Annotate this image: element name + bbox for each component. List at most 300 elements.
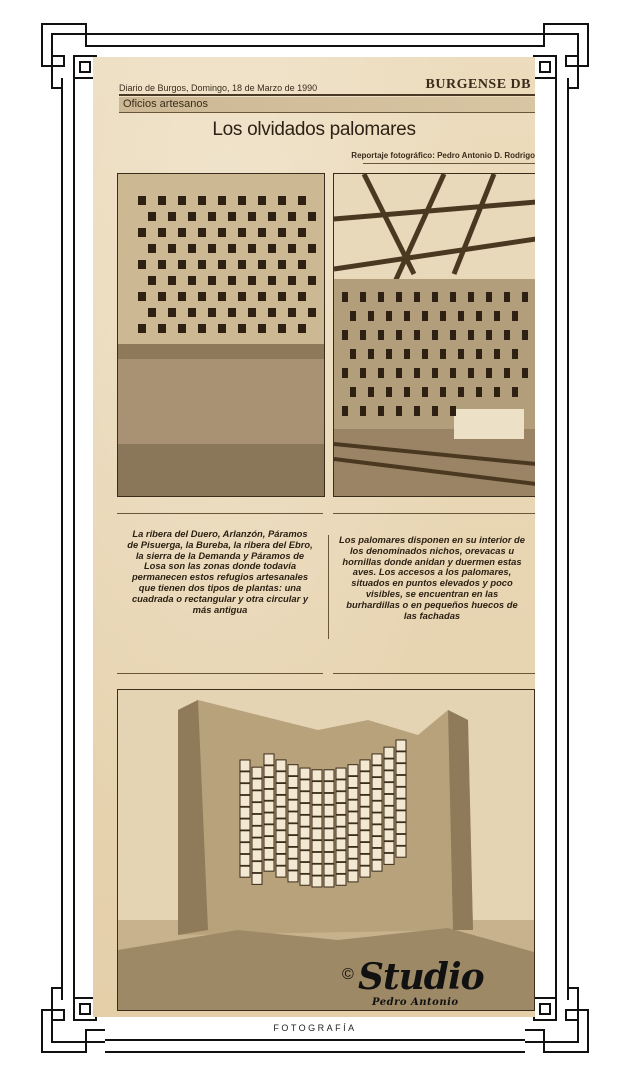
niche-hole	[468, 292, 474, 302]
niche-hole	[228, 276, 236, 285]
niche-hole	[268, 244, 276, 253]
niche-hole	[248, 276, 256, 285]
lattice-niche	[288, 776, 298, 787]
niche-hole	[308, 244, 316, 253]
niche-hole	[138, 260, 146, 269]
lattice-niche	[384, 853, 394, 864]
lattice-niche	[348, 800, 358, 811]
logo-wordmark: Studio	[358, 956, 484, 998]
headline: Los olvidados palomares	[212, 119, 416, 140]
niche-hole	[414, 330, 420, 340]
lattice-niche	[348, 812, 358, 823]
niche-hole	[278, 228, 286, 237]
niche-hole	[308, 212, 316, 221]
lattice-niche	[372, 848, 382, 859]
lattice-niche	[360, 831, 370, 842]
lattice-niche	[276, 772, 286, 783]
lattice-niche	[384, 818, 394, 829]
lattice-niche	[300, 780, 310, 791]
lattice-niche	[372, 789, 382, 800]
niche-hole	[396, 330, 402, 340]
niche-hole	[258, 196, 266, 205]
lattice-niche	[288, 765, 298, 776]
lattice-niche	[252, 779, 262, 790]
niche-hole	[494, 349, 500, 359]
lattice-niche	[348, 835, 358, 846]
niche-hole	[486, 330, 492, 340]
lattice-niche	[288, 824, 298, 835]
niche-hole	[378, 406, 384, 416]
lattice-niche	[384, 794, 394, 805]
niche-hole	[218, 324, 226, 333]
niche-hole	[450, 368, 456, 378]
niche-hole	[188, 244, 196, 253]
niche-hole	[278, 324, 286, 333]
niche-hole	[432, 406, 438, 416]
lattice-niche	[360, 783, 370, 794]
lattice-niche	[396, 787, 406, 798]
lattice-niche	[348, 871, 358, 882]
niche-hole	[148, 308, 156, 317]
lattice-niche	[312, 770, 322, 781]
lattice-niche	[240, 784, 250, 795]
lattice-niche	[324, 782, 334, 793]
niche-hole	[512, 349, 518, 359]
lattice-niche	[264, 801, 274, 812]
niche-hole	[504, 368, 510, 378]
niche-hole	[414, 368, 420, 378]
niche-hole	[450, 406, 456, 416]
lattice-niche	[396, 799, 406, 810]
lattice-niche	[384, 747, 394, 758]
lattice-niche	[264, 754, 274, 765]
niche-hole	[298, 228, 306, 237]
masthead-date: Diario de Burgos, Domingo, 18 de Marzo de 1990	[119, 83, 318, 93]
lattice-niche	[276, 760, 286, 771]
lattice-niche	[324, 829, 334, 840]
lattice-niche	[336, 815, 346, 826]
masthead	[119, 75, 531, 93]
lattice-niche	[360, 866, 370, 877]
niche-hole	[258, 260, 266, 269]
niche-hole	[228, 212, 236, 221]
lattice-niche	[252, 862, 262, 873]
niche-hole	[148, 244, 156, 253]
niche-hole	[188, 276, 196, 285]
niche-hole	[168, 212, 176, 221]
lattice-niche	[372, 813, 382, 824]
niche-hole	[360, 406, 366, 416]
niche-hole	[458, 311, 464, 321]
niche-hole	[504, 292, 510, 302]
niche-hole	[504, 330, 510, 340]
lattice-niche	[300, 803, 310, 814]
lattice-niche	[312, 841, 322, 852]
lattice-niche	[348, 788, 358, 799]
dovecote-wall-image	[118, 174, 324, 496]
studio-logo	[338, 956, 528, 1030]
niche-hole	[268, 276, 276, 285]
lattice-niche	[300, 851, 310, 862]
niche-hole	[494, 311, 500, 321]
niche-hole	[258, 324, 266, 333]
lattice-niche	[348, 824, 358, 835]
niche-hole	[188, 308, 196, 317]
niche-hole	[522, 292, 528, 302]
lattice-niche	[300, 874, 310, 885]
lattice-niche	[240, 854, 250, 865]
niche-hole	[404, 349, 410, 359]
photo-dovecote-interior	[333, 173, 535, 497]
lattice-niche	[264, 825, 274, 836]
lattice-niche	[384, 806, 394, 817]
niche-hole	[440, 387, 446, 397]
lattice-niche	[336, 839, 346, 850]
masthead-paper-name: BURGENSE DB	[425, 77, 531, 92]
niche-hole	[198, 228, 206, 237]
logo-tagline: FOTOGRAFÍA	[273, 1023, 357, 1033]
niche-hole	[512, 311, 518, 321]
niche-hole	[248, 244, 256, 253]
lattice-niche	[372, 766, 382, 777]
lattice-niche	[252, 850, 262, 861]
lattice-niche	[240, 831, 250, 842]
niche-hole	[476, 311, 482, 321]
caption-left: La ribera del Duero, Arlanzón, Páramos de Pisuerga, la Bureba, la ribera del Ebro, la sierra de la Demanda y Páramos de Losa son las zonas donde todavía permanecen estos refugios artesanales que tienen dos tipos de plantas: una cuadrada o rectangular y otra circular y más antigua	[127, 528, 313, 615]
lattice-niche	[264, 789, 274, 800]
lattice-niche	[360, 807, 370, 818]
niche-hole	[148, 212, 156, 221]
niche-hole	[178, 196, 186, 205]
lattice-niche	[372, 778, 382, 789]
niche-hole	[360, 292, 366, 302]
section-label: Oficios artesanos	[123, 98, 208, 110]
lattice-niche	[336, 780, 346, 791]
niche-hole	[468, 330, 474, 340]
niche-hole	[494, 387, 500, 397]
niche-hole	[158, 260, 166, 269]
lattice-niche	[396, 811, 406, 822]
niche-hole	[268, 212, 276, 221]
lattice-niche	[360, 842, 370, 853]
lattice-niche	[288, 800, 298, 811]
credit-rule	[363, 163, 535, 164]
lattice-niche	[324, 864, 334, 875]
lattice-niche	[396, 823, 406, 834]
niche-hole	[458, 387, 464, 397]
niche-hole	[468, 368, 474, 378]
niche-hole	[298, 260, 306, 269]
niche-hole	[238, 292, 246, 301]
lattice-niche	[276, 783, 286, 794]
lattice-niche	[312, 805, 322, 816]
lattice-niche	[264, 778, 274, 789]
niche-hole	[396, 406, 402, 416]
lattice-niche	[252, 814, 262, 825]
niche-hole	[368, 387, 374, 397]
niche-hole	[278, 196, 286, 205]
lattice-niche	[324, 793, 334, 804]
caption-bottom-rule-left	[117, 673, 323, 674]
niche-hole	[198, 292, 206, 301]
niche-hole	[350, 349, 356, 359]
niche-hole	[522, 368, 528, 378]
lattice-niche	[264, 813, 274, 824]
niche-hole	[138, 196, 146, 205]
lattice-niche	[372, 801, 382, 812]
lattice-niche	[276, 807, 286, 818]
lattice-niche	[360, 819, 370, 830]
lattice-niche	[396, 752, 406, 763]
photo-dovecote-wall	[117, 173, 325, 497]
lattice-niche	[312, 829, 322, 840]
niche-hole	[422, 387, 428, 397]
lattice-niche	[300, 839, 310, 850]
lattice-niche	[360, 760, 370, 771]
niche-hole	[522, 330, 528, 340]
niche-hole	[158, 324, 166, 333]
lattice-niche	[360, 795, 370, 806]
lattice-niche	[276, 854, 286, 865]
niche-hole	[378, 330, 384, 340]
niche-hole	[350, 387, 356, 397]
niche-hole	[360, 368, 366, 378]
niche-hole	[258, 292, 266, 301]
niche-hole	[208, 276, 216, 285]
lattice-niche	[276, 831, 286, 842]
lattice-niche	[276, 795, 286, 806]
niche-hole	[440, 311, 446, 321]
lattice-niche	[324, 805, 334, 816]
lattice-niche	[252, 826, 262, 837]
lattice-niche	[240, 807, 250, 818]
niche-hole	[308, 276, 316, 285]
lattice-niche	[396, 764, 406, 775]
lattice-niche	[240, 866, 250, 877]
lattice-niche	[288, 812, 298, 823]
lattice-niche	[312, 876, 322, 887]
niche-hole	[238, 228, 246, 237]
niche-hole	[178, 228, 186, 237]
niche-hole	[278, 292, 286, 301]
niche-hole	[288, 276, 296, 285]
lattice-niche	[360, 854, 370, 865]
lattice-niche	[276, 866, 286, 877]
lattice-niche	[336, 827, 346, 838]
niche-hole	[288, 308, 296, 317]
lattice-niche	[324, 876, 334, 887]
caption-divider	[328, 535, 329, 639]
niche-hole	[168, 276, 176, 285]
niche-hole	[238, 260, 246, 269]
niche-hole	[298, 292, 306, 301]
lattice-niche	[264, 860, 274, 871]
niche-hole	[368, 311, 374, 321]
niche-hole	[512, 387, 518, 397]
lattice-niche	[372, 860, 382, 871]
lattice-niche	[264, 837, 274, 848]
niche-hole	[248, 308, 256, 317]
lattice-niche	[384, 842, 394, 853]
niche-hole	[268, 308, 276, 317]
lattice-niche	[312, 793, 322, 804]
niche-hole	[342, 330, 348, 340]
niche-hole	[178, 292, 186, 301]
caption-top-rule-left	[117, 513, 323, 514]
niche-hole	[486, 368, 492, 378]
niche-hole	[458, 349, 464, 359]
lattice-niche	[240, 772, 250, 783]
lattice-niche	[312, 864, 322, 875]
lattice-niche	[336, 874, 346, 885]
niche-hole	[158, 228, 166, 237]
lattice-niche	[348, 847, 358, 858]
lattice-niche	[288, 788, 298, 799]
caption-bottom-rule-right	[333, 673, 535, 674]
logo-subtitle: Pedro Antonio	[372, 997, 459, 1008]
niche-hole	[138, 292, 146, 301]
niche-hole	[188, 212, 196, 221]
copyright-symbol: ©	[342, 966, 354, 983]
lattice-niche	[384, 771, 394, 782]
lattice-niche	[336, 862, 346, 873]
niche-hole	[148, 276, 156, 285]
lattice-niche	[300, 792, 310, 803]
lattice-niche	[336, 803, 346, 814]
lattice-niche	[300, 815, 310, 826]
lattice-niche	[372, 825, 382, 836]
niche-hole	[414, 292, 420, 302]
niche-hole	[158, 292, 166, 301]
niche-hole	[208, 244, 216, 253]
lattice-niche	[252, 791, 262, 802]
lattice-niche	[324, 852, 334, 863]
niche-hole	[386, 387, 392, 397]
lattice-niche	[312, 852, 322, 863]
lattice-niche	[240, 843, 250, 854]
lattice-niche	[384, 759, 394, 770]
niche-hole	[386, 349, 392, 359]
niche-hole	[414, 406, 420, 416]
niche-hole	[218, 228, 226, 237]
lattice-niche	[252, 767, 262, 778]
niche-hole	[228, 308, 236, 317]
niche-hole	[342, 368, 348, 378]
lattice-niche	[312, 782, 322, 793]
lattice-niche	[384, 783, 394, 794]
lattice-niche	[300, 862, 310, 873]
niche-hole	[450, 330, 456, 340]
niche-hole	[198, 260, 206, 269]
niche-hole	[238, 196, 246, 205]
niche-hole	[218, 292, 226, 301]
masthead-rule	[119, 94, 535, 96]
niche-hole	[138, 324, 146, 333]
dovecote-interior-image	[334, 174, 535, 496]
caption-right: Los palomares disponen en su interior de los denominados nichos, orevacas u hornillas donde anidan y duermen estas aves. Los accesos a los palomares, situados en puntos elevados y poco visibles, se encuentran en las burhardillas o en pequeños huecos de las fachadas	[339, 534, 525, 621]
niche-hole	[138, 228, 146, 237]
lattice-niche	[312, 817, 322, 828]
niche-hole	[198, 324, 206, 333]
lattice-niche	[324, 817, 334, 828]
niche-hole	[378, 292, 384, 302]
lattice-niche	[396, 834, 406, 845]
niche-hole	[404, 311, 410, 321]
lattice-niche	[348, 859, 358, 870]
lattice-niche	[288, 847, 298, 858]
lattice-niche	[264, 848, 274, 859]
lattice-niche	[264, 766, 274, 777]
lattice-niche	[252, 803, 262, 814]
niche-hole	[238, 324, 246, 333]
lattice-niche	[324, 841, 334, 852]
lattice-niche	[240, 760, 250, 771]
lattice-niche	[396, 775, 406, 786]
lattice-niche	[288, 835, 298, 846]
lattice-niche	[336, 768, 346, 779]
niche-hole	[208, 308, 216, 317]
niche-hole	[342, 406, 348, 416]
niche-hole	[288, 244, 296, 253]
lattice-niche	[252, 873, 262, 884]
niche-hole	[298, 196, 306, 205]
niche-hole	[368, 349, 374, 359]
lattice-niche	[300, 827, 310, 838]
niche-hole	[218, 260, 226, 269]
niche-hole	[432, 368, 438, 378]
niche-hole	[350, 311, 356, 321]
niche-hole	[178, 260, 186, 269]
niche-hole	[168, 244, 176, 253]
lattice-niche	[372, 754, 382, 765]
lattice-niche	[276, 842, 286, 853]
niche-hole	[308, 308, 316, 317]
lattice-niche	[372, 837, 382, 848]
caption-top-rule-right	[333, 513, 535, 514]
lattice-niche	[252, 838, 262, 849]
niche-hole	[476, 349, 482, 359]
niche-hole	[450, 292, 456, 302]
lattice-niche	[348, 776, 358, 787]
lattice-niche	[288, 859, 298, 870]
niche-hole	[360, 330, 366, 340]
niche-hole	[476, 387, 482, 397]
niche-hole	[298, 324, 306, 333]
niche-hole	[198, 196, 206, 205]
niche-hole	[396, 292, 402, 302]
lattice-niche	[396, 846, 406, 857]
niche-hole	[432, 330, 438, 340]
niche-hole	[278, 260, 286, 269]
lattice-niche	[396, 740, 406, 751]
lattice-niche	[300, 768, 310, 779]
niche-hole	[218, 196, 226, 205]
niche-hole	[228, 244, 236, 253]
niche-hole	[258, 228, 266, 237]
niche-hole	[168, 308, 176, 317]
newspaper-clipping	[93, 57, 535, 1017]
photo-credit: Reportaje fotográfico: Pedro Antonio D. Rodrigo	[351, 151, 535, 160]
lattice-niche	[384, 830, 394, 841]
lattice-niche	[288, 871, 298, 882]
niche-hole	[386, 311, 392, 321]
section-bar	[119, 97, 535, 113]
niche-hole	[422, 349, 428, 359]
niche-hole	[158, 196, 166, 205]
lattice-niche	[324, 770, 334, 781]
niche-hole	[378, 368, 384, 378]
niche-hole	[178, 324, 186, 333]
